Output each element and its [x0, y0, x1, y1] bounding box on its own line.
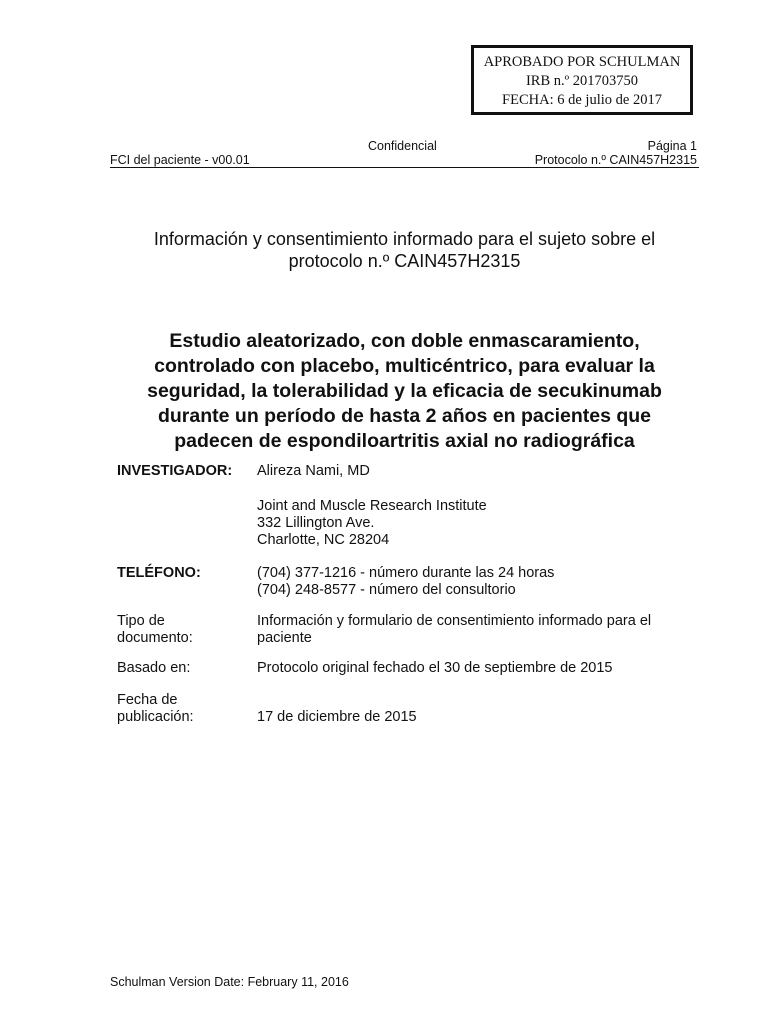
- document-type-label: [117, 613, 252, 647]
- value-line: Información y formulario de consentimiento informado para el: [257, 613, 652, 629]
- stamp-line-date: FECHA: 6 de julio de 2017: [502, 92, 662, 108]
- phone-24h: (704) 377-1216 - número durante las 24 horas: [257, 565, 555, 581]
- phone-label: TELÉFONO:: [117, 565, 201, 581]
- header-document-id: FCI del paciente - v00.01: [110, 153, 250, 167]
- phone-office: (704) 248-8577 - número del consultorio: [257, 582, 516, 598]
- title-line: controlado con placebo, multicéntrico, para evaluar la: [154, 355, 655, 377]
- based-on-label: Basado en:: [117, 660, 191, 676]
- value-line: paciente: [257, 630, 312, 646]
- based-on-value: Protocolo original fechado el 30 de septiembre de 2015: [257, 660, 613, 676]
- institute-city: Charlotte, NC 28204: [257, 532, 390, 548]
- institute-address: 332 Lillington Ave.: [257, 515, 375, 531]
- publication-date-value: 17 de diciembre de 2015: [257, 709, 417, 725]
- investigator-label: INVESTIGADOR:: [117, 463, 233, 479]
- title-line: durante un período de hasta 2 años en pacientes que: [157, 405, 652, 427]
- stamp-line-irb-number: IRB n.º 201703750: [525, 73, 639, 89]
- institute-name: Joint and Muscle Research Institute: [257, 498, 487, 514]
- subtitle-line: Información y consentimiento informado para el sujeto sobre el: [153, 229, 656, 249]
- label-line: publicación:: [117, 709, 194, 725]
- header-protocol-number: Protocolo n.º CAIN457H2315: [534, 153, 697, 167]
- title-line: seguridad, la tolerabilidad y la eficacia de secukinumab: [147, 380, 662, 402]
- label-line: Tipo de: [117, 613, 165, 629]
- header-confidential: Confidencial: [368, 139, 437, 153]
- header-page-number: Página 1: [647, 139, 697, 153]
- irb-approval-stamp: [471, 45, 693, 115]
- label-line: documento:: [117, 630, 193, 646]
- title-line: padecen de espondiloartritis axial no radiográfica: [174, 430, 635, 452]
- investigator-name: Alireza Nami, MD: [257, 463, 370, 479]
- header-divider: [110, 167, 699, 168]
- document-type-value: [257, 613, 697, 647]
- title-line: Estudio aleatorizado, con doble enmascaramiento,: [169, 330, 640, 352]
- label-line: Fecha de: [117, 692, 178, 708]
- publication-date-label: [117, 692, 252, 726]
- study-title: [110, 329, 699, 454]
- subtitle-line: protocolo n.º CAIN457H2315: [288, 251, 521, 271]
- stamp-line-approved: APROBADO POR SCHULMAN: [483, 54, 681, 70]
- document-subtitle: [110, 228, 699, 272]
- footer-version-date: Schulman Version Date: February 11, 2016: [110, 975, 349, 989]
